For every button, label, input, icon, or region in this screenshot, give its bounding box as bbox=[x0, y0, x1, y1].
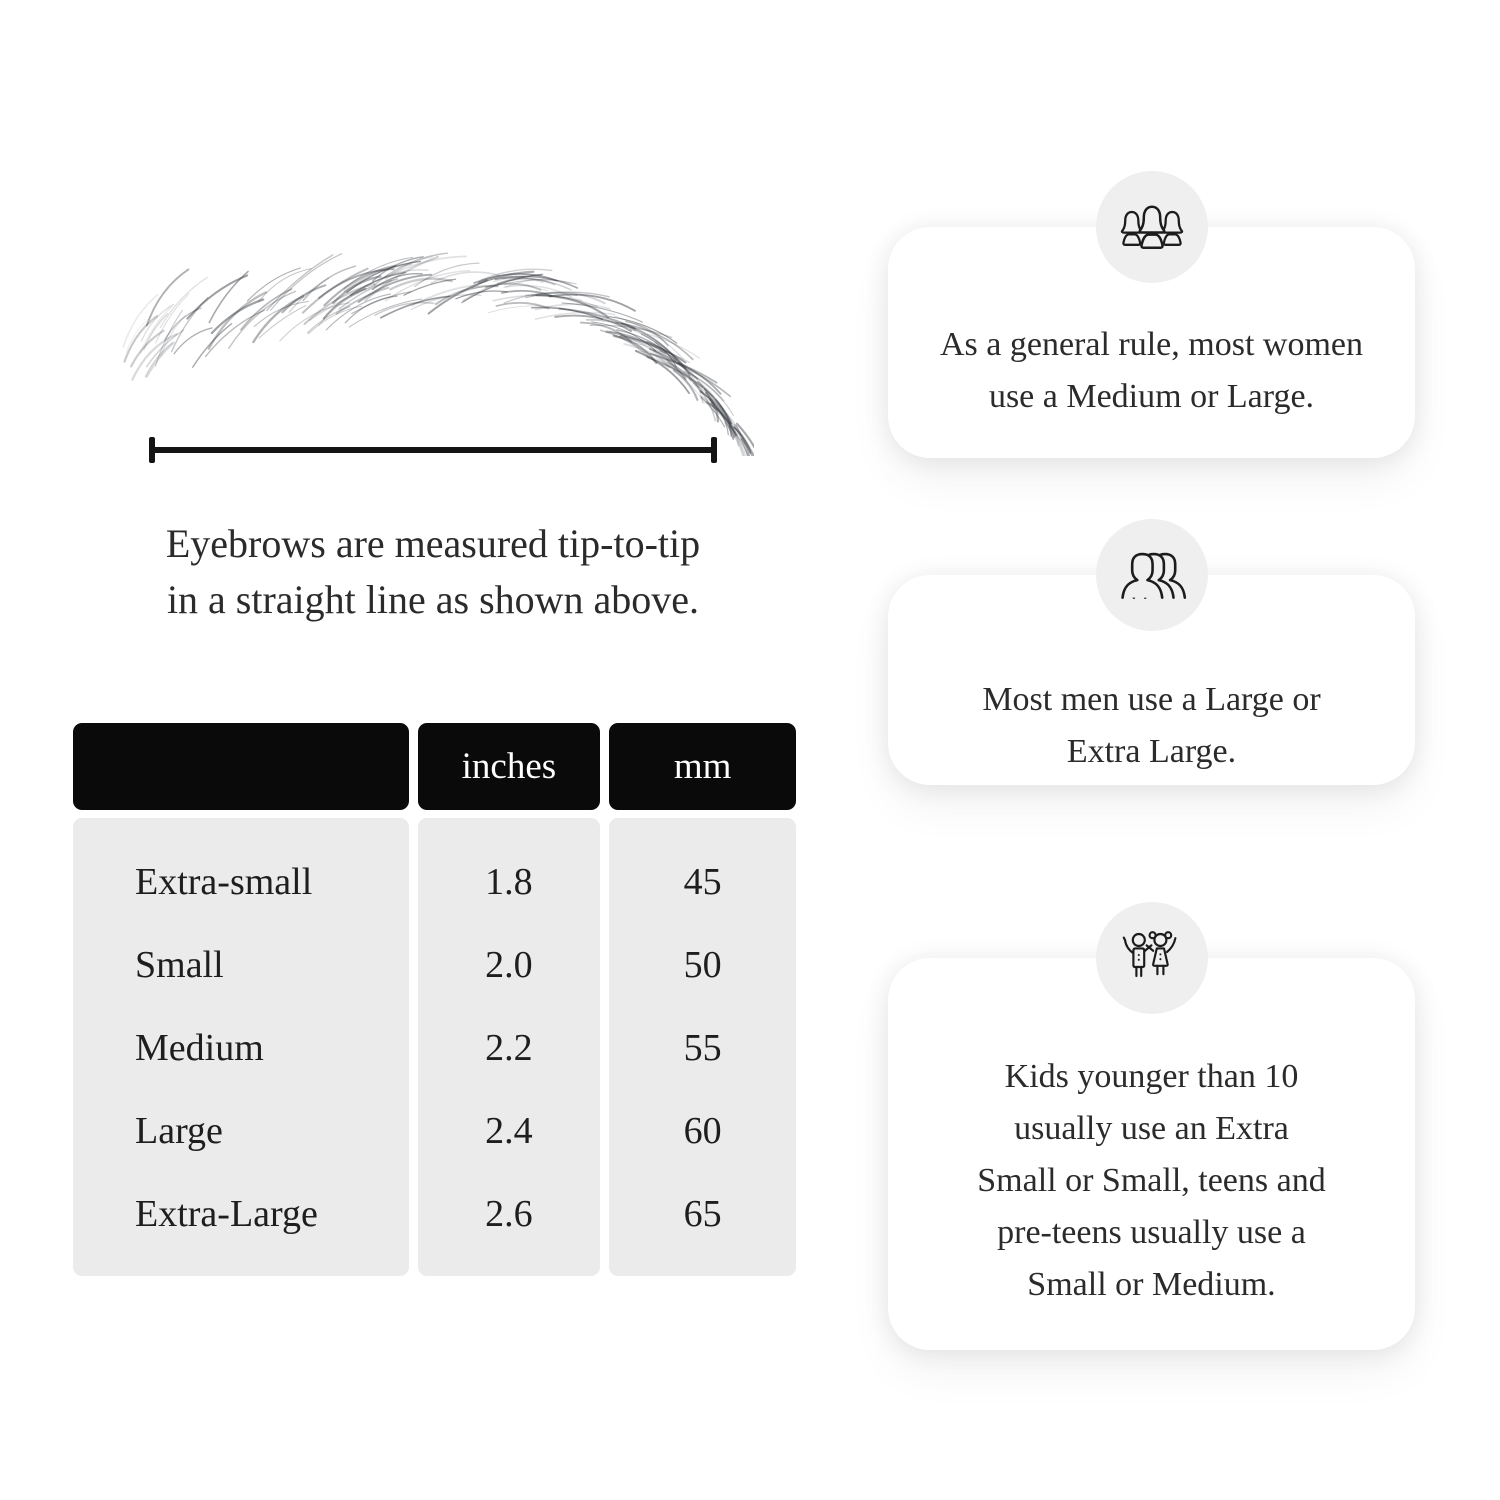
measurement-caption bbox=[128, 516, 738, 628]
card-kids-line: Small or Small, teens and bbox=[977, 1162, 1326, 1199]
card-kids-line: pre-teens usually use a bbox=[997, 1214, 1306, 1251]
kids-icon bbox=[1116, 925, 1188, 991]
men-icon-circle bbox=[1096, 519, 1208, 631]
table-body-inches bbox=[418, 818, 601, 1276]
table-value-mm: 65 bbox=[683, 1192, 722, 1235]
measurement-line bbox=[149, 436, 717, 464]
table-header-size bbox=[73, 723, 409, 810]
women-group-icon bbox=[1111, 197, 1193, 257]
table-value-inches: 2.6 bbox=[485, 1192, 533, 1235]
table-column-size bbox=[73, 723, 409, 1276]
card-kids bbox=[888, 958, 1415, 1350]
card-women-line: use a Medium or Large. bbox=[988, 378, 1315, 415]
men-group-icon bbox=[1109, 544, 1195, 606]
card-kids-line: Kids younger than 10 bbox=[1004, 1058, 1299, 1095]
table-value-mm: 45 bbox=[683, 860, 722, 903]
card-women-line: As a general rule, most women bbox=[940, 326, 1363, 363]
table-body-mm bbox=[609, 818, 796, 1276]
table-value-inches: 2.0 bbox=[485, 943, 533, 986]
table-value-inches: 2.2 bbox=[485, 1026, 533, 1069]
card-kids-line: usually use an Extra bbox=[1014, 1110, 1289, 1147]
table-row-label: Extra-Large bbox=[135, 1192, 318, 1235]
table-column-mm bbox=[609, 723, 796, 1276]
table-row-label: Large bbox=[135, 1109, 223, 1152]
caption-line-1: Eyebrows are measured tip-to-tip bbox=[165, 521, 701, 566]
table-value-inches: 2.4 bbox=[485, 1109, 533, 1152]
table-body-size bbox=[73, 818, 409, 1276]
card-men-line: Extra Large. bbox=[1066, 733, 1237, 770]
table-value-mm: 60 bbox=[683, 1109, 722, 1152]
card-men bbox=[888, 575, 1415, 785]
card-men-line: Most men use a Large or bbox=[982, 681, 1321, 718]
size-table bbox=[73, 723, 796, 1276]
measurement-bar bbox=[149, 447, 717, 453]
table-row-label: Small bbox=[135, 943, 224, 986]
table-row-label: Medium bbox=[135, 1026, 264, 1069]
table-value-mm: 55 bbox=[683, 1026, 722, 1069]
kids-icon-circle bbox=[1096, 902, 1208, 1014]
measurement-tick-right bbox=[711, 437, 717, 463]
table-column-inches bbox=[418, 723, 601, 1276]
eyebrow-illustration bbox=[106, 238, 754, 456]
women-icon-circle bbox=[1096, 171, 1208, 283]
table-header-inches: inches bbox=[418, 723, 601, 810]
table-value-mm: 50 bbox=[683, 943, 722, 986]
table-row-label: Extra-small bbox=[135, 860, 313, 903]
table-value-inches: 1.8 bbox=[485, 860, 533, 903]
card-women bbox=[888, 227, 1415, 458]
table-header-mm: mm bbox=[609, 723, 796, 810]
caption-line-2: in a straight line as shown above. bbox=[166, 577, 700, 622]
card-kids-line: Small or Medium. bbox=[1027, 1266, 1276, 1303]
